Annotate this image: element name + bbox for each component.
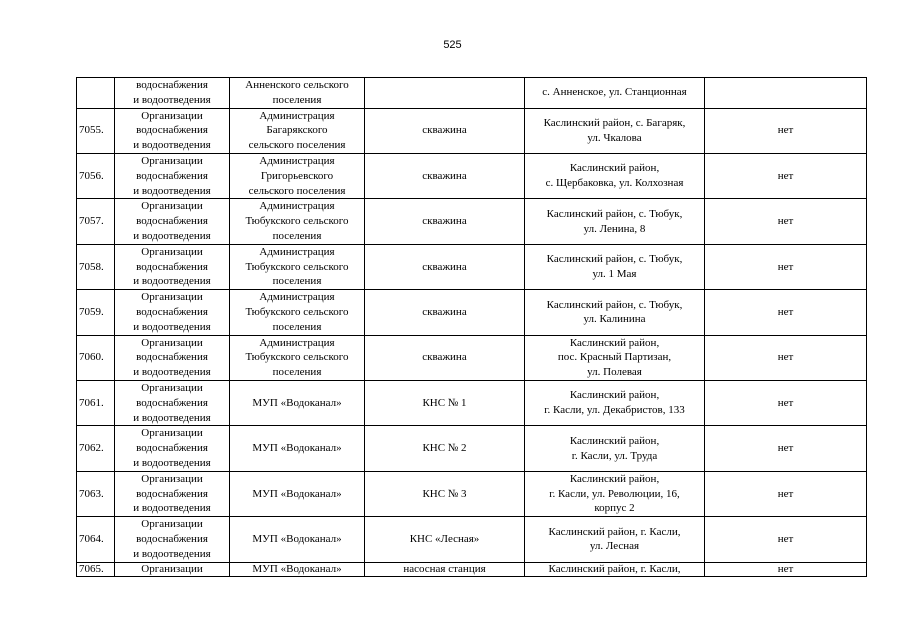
row-number: 7063. xyxy=(77,471,115,516)
address-cell-line: с. Анненское, ул. Станционная xyxy=(542,86,687,99)
object-cell-line: насосная станция xyxy=(403,562,486,575)
status-cell: нет xyxy=(705,108,867,153)
organization-type-cell xyxy=(115,335,230,380)
organization-type-cell-line: и водоотведения xyxy=(133,320,211,333)
address-cell-line: ул. Лесная xyxy=(589,540,640,553)
organization-type-cell xyxy=(115,108,230,153)
owner-cell-line: Администрация xyxy=(259,154,335,167)
organization-type-cell xyxy=(115,244,230,289)
organization-type-cell-line: водоснабжения xyxy=(136,442,208,455)
organization-type-cell-line: и водоотведения xyxy=(133,547,211,560)
organization-type-cell-line: и водоотведения xyxy=(133,502,211,515)
object-cell-line: скважина xyxy=(422,351,467,364)
address-cell-line: Каслинский район, г. Касли, xyxy=(548,525,681,538)
row-number: 7061. xyxy=(77,380,115,425)
organization-type-cell-line: Организации xyxy=(141,154,203,167)
status-cell: нет xyxy=(705,244,867,289)
row-number: 7057. xyxy=(77,199,115,244)
row-number: 7058. xyxy=(77,244,115,289)
table-row xyxy=(77,471,867,516)
address-cell-line: г. Касли, ул. Революции, 16, xyxy=(549,487,680,500)
object-cell-line: скважина xyxy=(422,260,467,273)
organization-type-cell-line: водоснабжения xyxy=(136,305,208,318)
address-cell-line: пос. Красный Партизан, xyxy=(557,351,672,364)
address-cell-line: г. Касли, ул. Труда xyxy=(571,449,658,462)
organization-type-cell-line: и водоотведения xyxy=(133,229,211,242)
owner-cell-line: Тюбукского сельского xyxy=(245,260,349,273)
table-row xyxy=(77,426,867,471)
address-cell xyxy=(525,78,705,109)
row-number: 7062. xyxy=(77,426,115,471)
organization-type-cell xyxy=(115,78,230,109)
object-cell xyxy=(365,562,525,576)
table-row xyxy=(77,562,867,576)
owner-cell-line: МУП «Водоканал» xyxy=(252,396,342,409)
status-cell xyxy=(705,78,867,109)
organization-type-cell-line: и водоотведения xyxy=(133,139,211,152)
table-row xyxy=(77,380,867,425)
row-number: 7056. xyxy=(77,153,115,198)
organization-type-cell xyxy=(115,517,230,562)
owner-cell xyxy=(230,290,365,335)
address-cell xyxy=(525,426,705,471)
table-row xyxy=(77,517,867,562)
object-cell-line: скважина xyxy=(422,305,467,318)
owner-cell-line: Администрация xyxy=(259,200,335,213)
owner-cell-line: поселения xyxy=(272,366,322,379)
organization-type-cell xyxy=(115,290,230,335)
owner-cell-line: сельского поселения xyxy=(248,184,346,197)
status-cell: нет xyxy=(705,471,867,516)
organization-type-cell-line: водоснабжения xyxy=(136,487,208,500)
facilities-table xyxy=(76,77,867,577)
address-cell xyxy=(525,517,705,562)
object-cell xyxy=(365,78,525,109)
object-cell-line: КНС «Лесная» xyxy=(409,532,480,545)
object-cell xyxy=(365,153,525,198)
address-cell-line: Каслинский район, xyxy=(569,472,660,485)
address-cell-line: г. Касли, ул. Декабристов, 133 xyxy=(544,404,685,417)
organization-type-cell-line: и водоотведения xyxy=(133,93,211,106)
owner-cell-line: Тюбукского сельского xyxy=(245,305,349,318)
owner-cell-line: Тюбукского сельского xyxy=(245,215,349,228)
organization-type-cell-line: и водоотведения xyxy=(133,411,211,424)
organization-type-cell-line: Организации xyxy=(141,291,203,304)
owner-cell-line: поселения xyxy=(272,275,322,288)
owner-cell xyxy=(230,199,365,244)
address-cell-line: Каслинский район, с. Багаряк, xyxy=(543,116,686,129)
table-row xyxy=(77,199,867,244)
object-cell xyxy=(365,426,525,471)
organization-type-cell-line: Организации xyxy=(141,562,203,575)
address-cell xyxy=(525,199,705,244)
object-cell xyxy=(365,290,525,335)
address-cell xyxy=(525,108,705,153)
owner-cell xyxy=(230,426,365,471)
owner-cell-line: Тюбукского сельского xyxy=(245,351,349,364)
status-cell: нет xyxy=(705,562,867,576)
organization-type-cell xyxy=(115,153,230,198)
owner-cell xyxy=(230,380,365,425)
row-number: 7055. xyxy=(77,108,115,153)
table-row xyxy=(77,78,867,109)
organization-type-cell xyxy=(115,199,230,244)
organization-type-cell-line: Организации xyxy=(141,472,203,485)
owner-cell xyxy=(230,153,365,198)
organization-type-cell xyxy=(115,380,230,425)
object-cell-line: КНС № 3 xyxy=(422,487,467,500)
organization-type-cell-line: Организации xyxy=(141,109,203,122)
object-cell-line: скважина xyxy=(422,124,467,137)
status-cell: нет xyxy=(705,426,867,471)
owner-cell xyxy=(230,78,365,109)
organization-type-cell-line: водоснабжения xyxy=(136,79,208,91)
status-cell: нет xyxy=(705,517,867,562)
organization-type-cell-line: водоснабжения xyxy=(136,351,208,364)
address-cell-line: Каслинский район, с. Тюбук, xyxy=(546,253,683,266)
owner-cell-line: поселения xyxy=(272,93,322,106)
object-cell xyxy=(365,471,525,516)
status-cell: нет xyxy=(705,153,867,198)
object-cell-line: скважина xyxy=(422,215,467,228)
address-cell-line: ул. 1 Мая xyxy=(592,267,637,280)
organization-type-cell xyxy=(115,562,230,576)
owner-cell-line: МУП «Водоканал» xyxy=(252,487,342,500)
address-cell-line: ул. Чкалова xyxy=(587,131,642,144)
address-cell-line: Каслинский район, г. Касли, xyxy=(548,562,681,575)
object-cell xyxy=(365,380,525,425)
organization-type-cell-line: Организации xyxy=(141,518,203,531)
owner-cell-line: Григорьевского xyxy=(260,169,334,182)
object-cell-line: скважина xyxy=(422,169,467,182)
table-row xyxy=(77,290,867,335)
owner-cell-line: МУП «Водоканал» xyxy=(252,562,342,575)
address-cell xyxy=(525,153,705,198)
organization-type-cell-line: и водоотведения xyxy=(133,456,211,469)
address-cell-line: Каслинский район, xyxy=(569,336,660,349)
table-row xyxy=(77,335,867,380)
organization-type-cell-line: водоснабжения xyxy=(136,169,208,182)
owner-cell-line: сельского поселения xyxy=(248,139,346,152)
organization-type-cell-line: водоснабжения xyxy=(136,532,208,545)
owner-cell xyxy=(230,244,365,289)
address-cell-line: ул. Ленина, 8 xyxy=(583,222,646,235)
row-number xyxy=(77,78,115,109)
organization-type-cell-line: водоснабжения xyxy=(136,396,208,409)
organization-type-cell-line: и водоотведения xyxy=(133,184,211,197)
owner-cell xyxy=(230,562,365,576)
address-cell xyxy=(525,380,705,425)
owner-cell-line: МУП «Водоканал» xyxy=(252,532,342,545)
object-cell xyxy=(365,244,525,289)
table-row xyxy=(77,244,867,289)
organization-type-cell-line: Организации xyxy=(141,427,203,440)
organization-type-cell-line: и водоотведения xyxy=(133,275,211,288)
status-cell: нет xyxy=(705,290,867,335)
object-cell xyxy=(365,335,525,380)
owner-cell xyxy=(230,335,365,380)
address-cell-line: Каслинский район, xyxy=(569,434,660,447)
organization-type-cell-line: Организации xyxy=(141,381,203,394)
owner-cell xyxy=(230,517,365,562)
organization-type-cell-line: Организации xyxy=(141,245,203,258)
owner-cell-line: МУП «Водоканал» xyxy=(252,442,342,455)
address-cell-line: Каслинский район, с. Тюбук, xyxy=(546,298,683,311)
organization-type-cell xyxy=(115,426,230,471)
address-cell-line: Каслинский район, xyxy=(569,162,660,175)
table-body xyxy=(77,78,867,577)
owner-cell-line: поселения xyxy=(272,320,322,333)
organization-type-cell-line: водоснабжения xyxy=(136,124,208,137)
object-cell xyxy=(365,108,525,153)
status-cell: нет xyxy=(705,199,867,244)
owner-cell-line: Анненского сельского xyxy=(245,79,349,91)
owner-cell xyxy=(230,471,365,516)
address-cell-line: Каслинский район, с. Тюбук, xyxy=(546,207,683,220)
object-cell-line: КНС № 2 xyxy=(422,442,467,455)
organization-type-cell-line: Организации xyxy=(141,200,203,213)
address-cell xyxy=(525,290,705,335)
organization-type-cell-line: Организации xyxy=(141,336,203,349)
owner-cell xyxy=(230,108,365,153)
address-cell xyxy=(525,335,705,380)
page-number: 525 xyxy=(443,39,462,51)
organization-type-cell xyxy=(115,471,230,516)
owner-cell-line: поселения xyxy=(272,229,322,242)
object-cell xyxy=(365,517,525,562)
owner-cell-line: Багарякского xyxy=(266,124,328,137)
row-number: 7064. xyxy=(77,517,115,562)
status-cell: нет xyxy=(705,380,867,425)
organization-type-cell-line: водоснабжения xyxy=(136,260,208,273)
row-number: 7059. xyxy=(77,290,115,335)
status-cell: нет xyxy=(705,335,867,380)
row-number: 7060. xyxy=(77,335,115,380)
object-cell-line: КНС № 1 xyxy=(422,396,467,409)
address-cell-line: с. Щербаковка, ул. Колхозная xyxy=(545,177,684,190)
row-number: 7065. xyxy=(77,562,115,576)
address-cell xyxy=(525,471,705,516)
table-row xyxy=(77,108,867,153)
table-row xyxy=(77,153,867,198)
owner-cell-line: Администрация xyxy=(259,336,335,349)
address-cell-line: корпус 2 xyxy=(594,502,635,515)
object-cell xyxy=(365,199,525,244)
address-cell-line: ул. Полевая xyxy=(587,366,642,379)
organization-type-cell-line: водоснабжения xyxy=(136,215,208,228)
owner-cell-line: Администрация xyxy=(259,291,335,304)
organization-type-cell-line: и водоотведения xyxy=(133,366,211,379)
owner-cell-line: Администрация xyxy=(259,109,335,122)
address-cell-line: Каслинский район, xyxy=(569,389,660,402)
address-cell-line: ул. Калинина xyxy=(583,313,646,326)
address-cell xyxy=(525,244,705,289)
owner-cell-line: Администрация xyxy=(259,245,335,258)
address-cell xyxy=(525,562,705,576)
